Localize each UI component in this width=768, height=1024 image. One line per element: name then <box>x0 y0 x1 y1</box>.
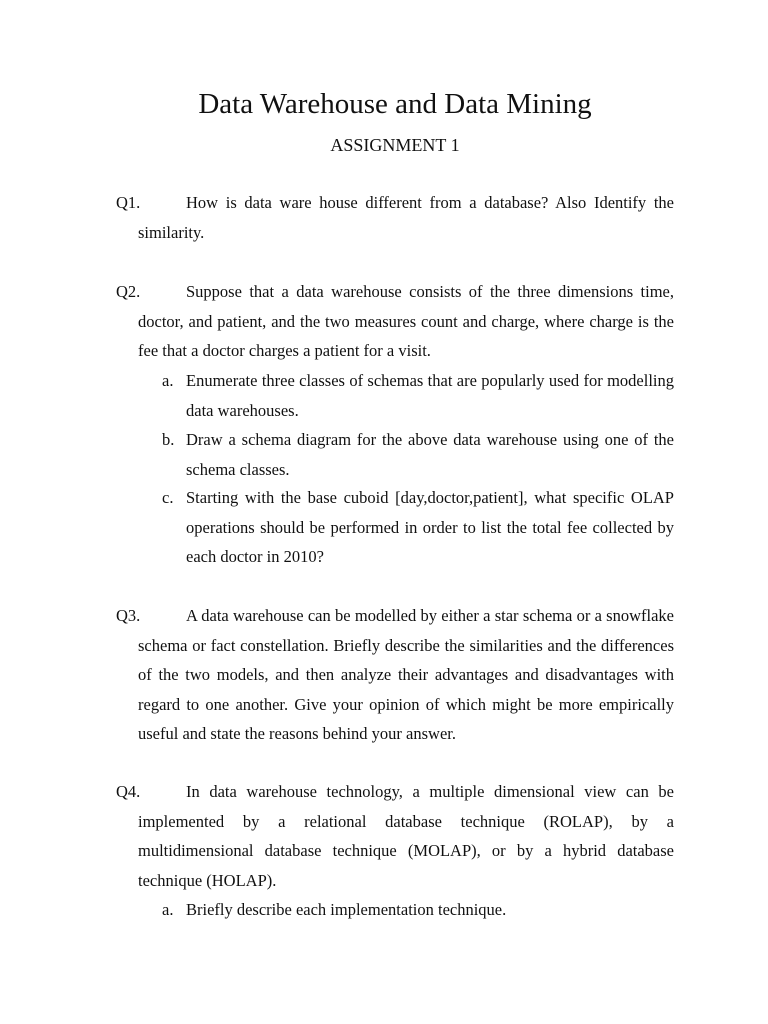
question-number: Q4. <box>116 782 141 801</box>
part-text: Enumerate three classes of schemas that are popularly used for modelling data warehouses. <box>186 371 674 420</box>
question-text: In data warehouse technology, a multiple dimensional view can be implemented by a relational database technique (ROLAP), by a multidimensional database technique (MOLAP), or by a hybrid database technique (HOLAP). <box>138 782 674 890</box>
part-label: b. <box>162 430 175 449</box>
question-number: Q1. <box>116 193 141 212</box>
part-text: Briefly describe each implementation technique. <box>186 900 507 919</box>
part-text: Draw a schema diagram for the above data warehouse using one of the schema classes. <box>186 430 674 479</box>
question-number: Q2. <box>116 282 141 301</box>
question-text: Suppose that a data warehouse consists of the three dimensions time, doctor, and patient, and the two measures count and charge, where charge is the fee that a doctor charges a patient for a visit. <box>138 282 674 360</box>
part-label: a. <box>162 900 174 919</box>
part-label: c. <box>162 488 174 507</box>
question-text: A data warehouse can be modelled by either a star schema or a snowflake schema or fact constellation. Briefly describe the similarities and the differences of the two models, and then analyze their advantages and disadvantages with regard to one another. Give your opinion of which might be more empirically useful and state the reasons behind your answer. <box>138 606 674 743</box>
part-label: a. <box>162 371 174 390</box>
question-number: Q3. <box>116 606 141 625</box>
document-title: Data Warehouse and Data Mining <box>198 88 592 120</box>
part-text: Starting with the base cuboid [day,doctor,patient], what specific OLAP operations should be performed in order to list the total fee collected by each doctor in 2010? <box>186 488 674 566</box>
question-text: How is data ware house different from a database? Also Identify the similarity. <box>138 193 674 242</box>
assignment-subtitle: ASSIGNMENT 1 <box>330 135 460 155</box>
